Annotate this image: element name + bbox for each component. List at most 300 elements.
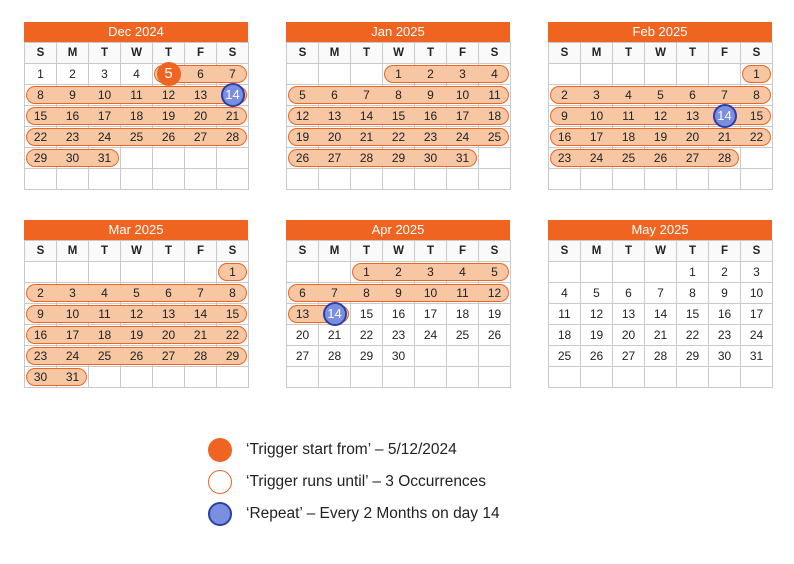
month-title: Apr 2025 (286, 220, 510, 240)
day-number: 12 (295, 109, 310, 123)
day-cell (25, 64, 57, 85)
until-circle-icon (208, 470, 232, 494)
month-title: Dec 2024 (24, 22, 248, 42)
day-number: 25 (487, 130, 502, 144)
day-number: 23 (391, 328, 406, 342)
day-number: 23 (717, 328, 732, 342)
day-number: 28 (653, 349, 668, 363)
day-number: 11 (488, 88, 501, 102)
weekday-header: M (57, 241, 89, 262)
day-number: 10 (97, 88, 112, 102)
day-number: 7 (721, 88, 728, 102)
weekday-header: S (741, 43, 773, 64)
empty-cell (185, 262, 217, 283)
day-number: 29 (33, 151, 48, 165)
weekday-header: F (185, 241, 217, 262)
weekday-header: S (741, 241, 773, 262)
day-number: 4 (101, 286, 108, 300)
day-number: 10 (749, 286, 764, 300)
empty-cell (153, 169, 185, 190)
day-number: 20 (193, 109, 208, 123)
day-number: 17 (65, 328, 80, 342)
day-number: 27 (193, 130, 208, 144)
day-number: 17 (749, 307, 764, 321)
empty-cell (709, 169, 741, 190)
day-number: 13 (161, 307, 176, 321)
day-cell (677, 346, 709, 367)
day-number: 31 (749, 349, 764, 363)
empty-cell (581, 64, 613, 85)
day-number: 25 (97, 349, 112, 363)
day-number: 14 (327, 306, 342, 321)
empty-cell (479, 346, 511, 367)
empty-cell (185, 169, 217, 190)
day-number: 4 (625, 88, 632, 102)
empty-cell (89, 262, 121, 283)
day-number: 31 (65, 370, 80, 384)
day-number: 21 (653, 328, 668, 342)
day-number: 18 (557, 328, 572, 342)
day-number: 29 (391, 151, 406, 165)
weekday-header: W (121, 241, 153, 262)
repeat-circle-icon (208, 502, 232, 526)
empty-cell (185, 367, 217, 388)
day-number: 5 (491, 265, 498, 279)
day-number: 25 (129, 130, 144, 144)
weekday-header: S (217, 241, 249, 262)
day-number: 8 (689, 286, 696, 300)
month-grid (24, 240, 249, 388)
empty-cell (447, 169, 479, 190)
empty-cell (645, 64, 677, 85)
day-cell (613, 346, 645, 367)
weekday-header: W (121, 43, 153, 64)
weekday-header: T (677, 241, 709, 262)
month-grid (286, 240, 511, 388)
weekday-header: S (287, 43, 319, 64)
day-cell (25, 304, 57, 325)
day-cell (549, 346, 581, 367)
empty-cell (645, 169, 677, 190)
empty-cell (613, 169, 645, 190)
day-number: 12 (487, 286, 502, 300)
day-cell (709, 283, 741, 304)
day-number: 4 (561, 286, 568, 300)
day-cell (383, 304, 415, 325)
day-number: 6 (331, 88, 338, 102)
weekday-header: S (287, 241, 319, 262)
day-cell (581, 346, 613, 367)
day-number: 17 (97, 109, 112, 123)
start-circle-icon (208, 438, 232, 462)
empty-cell (319, 367, 351, 388)
day-cell (677, 262, 709, 283)
empty-cell (287, 367, 319, 388)
day-number: 12 (129, 307, 144, 321)
day-cell (613, 283, 645, 304)
weekday-header: F (185, 43, 217, 64)
empty-cell (185, 148, 217, 169)
day-cell (319, 346, 351, 367)
day-cell (645, 283, 677, 304)
day-number: 8 (37, 88, 44, 102)
day-number: 26 (161, 130, 176, 144)
empty-cell (319, 262, 351, 283)
day-number: 19 (653, 130, 668, 144)
day-number: 19 (589, 328, 604, 342)
day-cell (645, 304, 677, 325)
day-cell (351, 262, 383, 283)
empty-cell (217, 367, 249, 388)
day-number: 14 (225, 87, 240, 102)
day-number: 27 (161, 349, 176, 363)
day-number: 3 (101, 67, 108, 81)
day-cell (741, 64, 773, 85)
day-cell (287, 346, 319, 367)
empty-cell (479, 148, 511, 169)
empty-cell (351, 169, 383, 190)
day-number: 12 (653, 109, 668, 123)
day-number: 8 (229, 286, 236, 300)
day-number: 15 (359, 307, 374, 321)
day-cell (581, 304, 613, 325)
day-number: 11 (622, 109, 635, 123)
legend-item-repeat (208, 498, 500, 530)
legend-label-until: ‘Trigger runs until’ – 3 Occurrences (246, 473, 487, 490)
day-number: 24 (97, 130, 112, 144)
month-calendar (286, 220, 510, 388)
day-number: 5 (164, 65, 173, 82)
weekday-header: W (383, 43, 415, 64)
month-calendar (24, 220, 248, 388)
month-calendar (548, 22, 772, 190)
month-calendar (548, 220, 772, 388)
weekday-header: M (581, 43, 613, 64)
empty-cell (447, 346, 479, 367)
day-number: 21 (225, 109, 240, 123)
day-cell (677, 304, 709, 325)
day-number: 24 (423, 328, 438, 342)
day-number: 26 (653, 151, 668, 165)
weekday-header: S (25, 43, 57, 64)
day-number: 30 (423, 151, 438, 165)
day-cell (709, 262, 741, 283)
day-cell (351, 304, 383, 325)
day-number: 7 (657, 286, 664, 300)
weekday-header: T (89, 43, 121, 64)
day-number: 25 (621, 151, 636, 165)
empty-cell (121, 367, 153, 388)
day-number: 6 (689, 88, 696, 102)
day-cell (741, 325, 773, 346)
day-number: 17 (455, 109, 470, 123)
day-cell (581, 325, 613, 346)
empty-cell (25, 169, 57, 190)
month-grid (548, 42, 773, 190)
day-cell (383, 64, 415, 85)
weekday-header: W (645, 43, 677, 64)
day-cell (415, 325, 447, 346)
day-number: 23 (557, 151, 572, 165)
day-number: 1 (689, 265, 696, 279)
day-number: 17 (423, 307, 438, 321)
empty-cell (549, 367, 581, 388)
day-number: 24 (65, 349, 80, 363)
empty-cell (287, 64, 319, 85)
day-number: 7 (363, 88, 370, 102)
day-number: 3 (753, 265, 760, 279)
day-number: 21 (327, 328, 342, 342)
day-cell (319, 325, 351, 346)
empty-cell (549, 169, 581, 190)
day-number: 11 (456, 286, 469, 300)
month-title: Jan 2025 (286, 22, 510, 42)
empty-cell (741, 169, 773, 190)
day-cell (25, 106, 57, 127)
day-number: 15 (685, 307, 700, 321)
weekday-header: T (677, 43, 709, 64)
day-number: 3 (459, 67, 466, 81)
weekday-header: T (89, 241, 121, 262)
weekday-header: S (549, 241, 581, 262)
day-number: 2 (561, 88, 568, 102)
weekday-header: F (447, 241, 479, 262)
month-grid (548, 240, 773, 388)
day-number: 8 (395, 88, 402, 102)
day-number: 28 (359, 151, 374, 165)
weekday-header: S (549, 43, 581, 64)
day-number: 7 (197, 286, 204, 300)
day-number: 15 (225, 307, 240, 321)
day-cell (415, 304, 447, 325)
weekday-header: S (25, 241, 57, 262)
month-title: Mar 2025 (24, 220, 248, 240)
day-cell (383, 325, 415, 346)
empty-cell (709, 367, 741, 388)
day-number: 2 (69, 67, 76, 81)
day-cell (677, 325, 709, 346)
day-number: 22 (391, 130, 406, 144)
day-cell (351, 325, 383, 346)
day-number: 26 (295, 151, 310, 165)
day-number: 12 (589, 307, 604, 321)
day-number: 24 (589, 151, 604, 165)
empty-cell (351, 367, 383, 388)
day-number: 19 (487, 307, 502, 321)
empty-cell (645, 262, 677, 283)
day-number: 11 (98, 307, 111, 321)
day-cell (645, 325, 677, 346)
day-number: 10 (65, 307, 80, 321)
day-number: 5 (593, 286, 600, 300)
day-number: 29 (225, 349, 240, 363)
day-number: 19 (161, 109, 176, 123)
day-cell (677, 283, 709, 304)
day-number: 19 (129, 328, 144, 342)
day-number: 1 (753, 67, 760, 81)
weekday-header: T (415, 43, 447, 64)
day-number: 2 (427, 67, 434, 81)
day-cell (549, 304, 581, 325)
day-number: 2 (37, 286, 44, 300)
day-number: 18 (97, 328, 112, 342)
day-number: 31 (97, 151, 112, 165)
empty-cell (153, 367, 185, 388)
day-number: 19 (295, 130, 310, 144)
day-cell (25, 148, 57, 169)
day-cell (25, 85, 57, 106)
empty-cell (217, 169, 249, 190)
day-number: 3 (69, 286, 76, 300)
empty-cell (383, 169, 415, 190)
day-number: 20 (327, 130, 342, 144)
day-cell (741, 346, 773, 367)
weekday-header: W (383, 241, 415, 262)
day-cell (89, 64, 121, 85)
weekday-header: M (319, 43, 351, 64)
month-title: May 2025 (548, 220, 772, 240)
day-cell (287, 148, 319, 169)
empty-cell (581, 169, 613, 190)
day-number: 16 (391, 307, 406, 321)
day-number: 18 (487, 109, 502, 123)
empty-cell (741, 367, 773, 388)
day-number: 30 (65, 151, 80, 165)
day-number: 22 (225, 328, 240, 342)
day-number: 28 (327, 349, 342, 363)
day-cell (25, 346, 57, 367)
day-number: 15 (391, 109, 406, 123)
day-number: 2 (721, 265, 728, 279)
day-number: 5 (657, 88, 664, 102)
day-number: 28 (717, 151, 732, 165)
empty-cell (287, 169, 319, 190)
empty-cell (741, 148, 773, 169)
day-number: 9 (69, 88, 76, 102)
weekday-header: T (351, 241, 383, 262)
day-cell (25, 367, 57, 388)
day-number: 6 (299, 286, 306, 300)
day-number: 9 (37, 307, 44, 321)
legend-label-repeat: ‘Repeat’ – Every 2 Months on day 14 (246, 505, 500, 522)
month-title: Feb 2025 (548, 22, 772, 42)
day-number: 23 (65, 130, 80, 144)
day-number: 13 (621, 307, 636, 321)
day-cell (287, 106, 319, 127)
day-number: 13 (685, 109, 700, 123)
day-number: 12 (161, 88, 176, 102)
day-cell (709, 346, 741, 367)
empty-cell (89, 367, 121, 388)
empty-cell (217, 148, 249, 169)
day-number: 9 (721, 286, 728, 300)
day-cell (287, 283, 319, 304)
day-number: 14 (717, 108, 732, 123)
day-cell (25, 283, 57, 304)
empty-cell (645, 367, 677, 388)
day-number: 20 (161, 328, 176, 342)
empty-cell (383, 367, 415, 388)
day-cell (549, 127, 581, 148)
empty-cell (351, 64, 383, 85)
day-number: 16 (33, 328, 48, 342)
day-number: 26 (129, 349, 144, 363)
day-number: 13 (295, 307, 310, 321)
legend-label-start: ‘Trigger start from’ – 5/12/2024 (246, 441, 457, 458)
legend (208, 434, 500, 530)
day-number: 30 (33, 370, 48, 384)
day-number: 13 (327, 109, 342, 123)
day-cell (613, 325, 645, 346)
weekday-header: S (479, 43, 511, 64)
day-number: 26 (487, 328, 502, 342)
trigger-range-band (288, 149, 477, 167)
day-number: 16 (717, 307, 732, 321)
day-number: 21 (359, 130, 374, 144)
day-cell (549, 106, 581, 127)
day-number: 28 (193, 349, 208, 363)
day-number: 20 (295, 328, 310, 342)
day-number: 14 (193, 307, 208, 321)
weekday-header: W (645, 241, 677, 262)
day-number: 8 (753, 88, 760, 102)
empty-cell (549, 64, 581, 85)
day-number: 22 (33, 130, 48, 144)
weekday-header: M (581, 241, 613, 262)
day-number: 5 (299, 88, 306, 102)
day-cell (549, 283, 581, 304)
empty-cell (415, 169, 447, 190)
day-number: 4 (133, 67, 140, 81)
day-number: 27 (621, 349, 636, 363)
day-cell (25, 325, 57, 346)
day-number: 7 (229, 67, 236, 81)
weekday-header: T (613, 241, 645, 262)
day-number: 6 (197, 67, 204, 81)
empty-cell (153, 148, 185, 169)
day-number: 18 (129, 109, 144, 123)
day-number: 24 (749, 328, 764, 342)
day-number: 21 (717, 130, 732, 144)
day-number: 10 (423, 286, 438, 300)
day-number: 11 (130, 88, 143, 102)
day-number: 10 (589, 109, 604, 123)
day-cell (549, 148, 581, 169)
day-number: 30 (391, 349, 406, 363)
month-grid (286, 42, 511, 190)
day-cell (121, 64, 153, 85)
day-cell (447, 325, 479, 346)
legend-item-until (208, 466, 500, 498)
day-number: 3 (427, 265, 434, 279)
day-cell (741, 262, 773, 283)
day-number: 30 (717, 349, 732, 363)
trigger-range-band (550, 149, 739, 167)
day-number: 22 (359, 328, 374, 342)
day-cell (479, 304, 511, 325)
day-number: 23 (423, 130, 438, 144)
day-cell (709, 304, 741, 325)
empty-cell (121, 148, 153, 169)
month-calendar (286, 22, 510, 190)
empty-cell (25, 262, 57, 283)
day-number: 11 (558, 307, 571, 321)
empty-cell (479, 367, 511, 388)
empty-cell (57, 169, 89, 190)
day-number: 14 (359, 109, 374, 123)
day-number: 21 (193, 328, 208, 342)
weekday-header: M (319, 241, 351, 262)
